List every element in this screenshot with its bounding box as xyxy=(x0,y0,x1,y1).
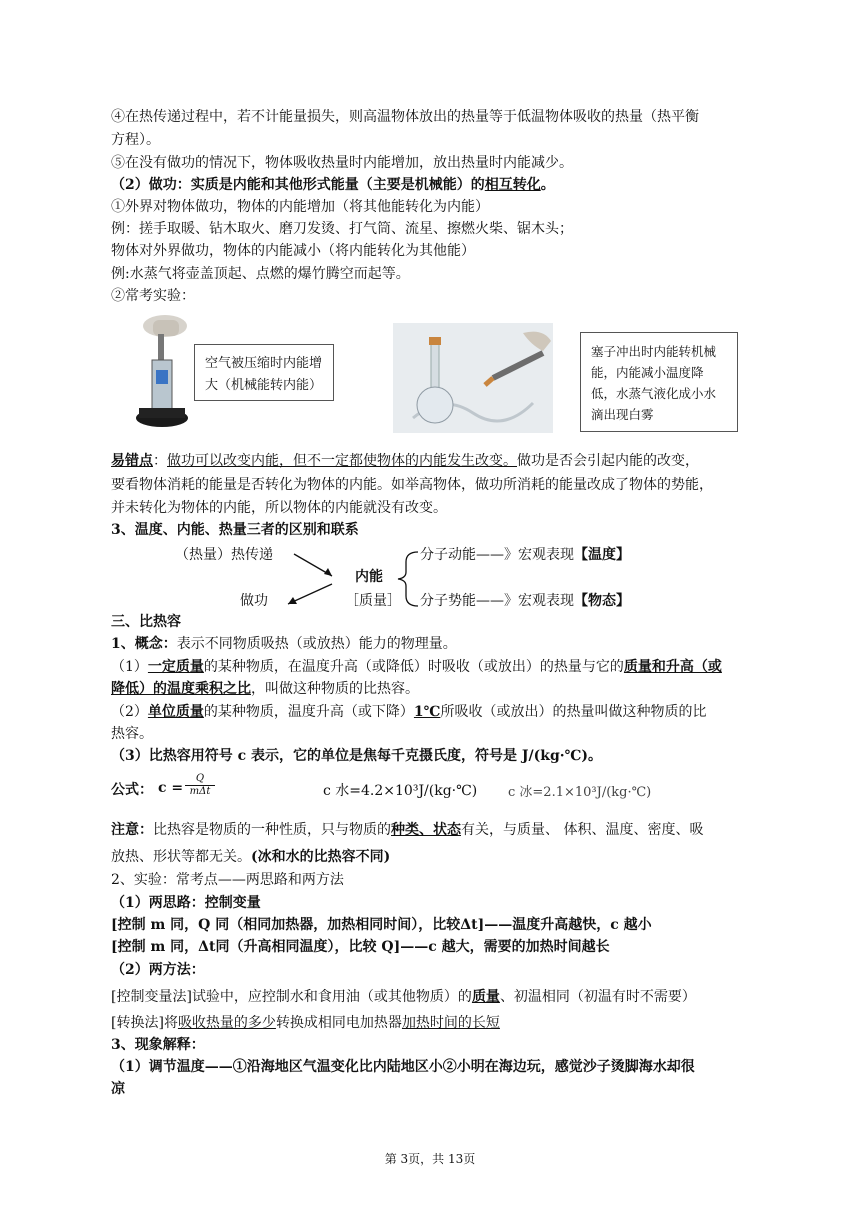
text-span: 【物态】 xyxy=(574,593,630,609)
text-line: ⑤在没有做功的情况下，物体吸收热量时内能增加，放出热量时内能减少。 xyxy=(111,155,573,171)
text-line xyxy=(111,1013,500,1033)
text-line xyxy=(111,679,419,699)
text-span: 1℃ xyxy=(413,704,441,720)
text-span: 易错点 xyxy=(111,453,153,469)
text-line xyxy=(111,657,722,677)
text-span: 单位质量 xyxy=(147,704,204,720)
flask-photo xyxy=(393,323,553,433)
text-line: ④在热传递过程中，若不计能量损失，则高温物体放出的热量等于低温物体吸收的热量（热平衡 xyxy=(111,109,699,125)
text-span: 表示不同物质吸热（或放热）能力的物理量。 xyxy=(176,636,457,652)
text-span: 【温度】 xyxy=(574,547,630,563)
text-span: 质量 xyxy=(471,989,500,1005)
text-span: 。 xyxy=(540,177,555,193)
text-span: 一定质量 xyxy=(147,659,204,675)
text-line: [控制 m 同，Δt同（升高相同温度），比较 Q]——c 越大，需要的加热时间越长 xyxy=(111,939,610,955)
caption-box: 空气被压缩时内能增大（机械能转内能） xyxy=(194,344,334,401)
text-span: 试验中，应控制水和食用油（或其他物质）的 xyxy=(191,989,472,1005)
diagram-heat: （热量）热传递 xyxy=(175,547,273,563)
text-line: [控制 m 同，Q 同（相同加热器，加热相同时间），比较Δt]——温度升高越快，c 越小 xyxy=(111,917,652,933)
text-line: 例：搓手取暖、钻木取火、磨刀发烫、打气筒、流星、擦燃火柴、锯木头； xyxy=(111,221,573,237)
text-span: 分子动能——》宏观表现 xyxy=(420,547,574,563)
text-line: 2、实验：常考点——两思路和两方法 xyxy=(111,872,344,888)
text-line: （3）比热容用符号 c 表示，它的单位是焦每千克摄氏度，符号是 J/(kg·℃)。 xyxy=(111,748,603,764)
text-span: 1、概念： xyxy=(111,636,177,652)
ice-specific-heat: c 冰=2.1×10³J/(kg·℃) xyxy=(508,785,652,800)
text-line: 3、现象解释： xyxy=(111,1037,205,1053)
text-span: 种类、状态 xyxy=(391,822,461,838)
text-span: 分子势能——》宏观表现 xyxy=(420,593,574,609)
text-line: 并未转化为物体的内能，所以物体的内能就没有改变。 xyxy=(111,500,447,516)
text-span: 的某种物质，温度升高（或下降） xyxy=(203,704,414,720)
text-span: 放热、形状等都无关。 xyxy=(111,849,251,865)
formula-fraction xyxy=(185,773,215,798)
text-span: 做功是否会引起内能的改变， xyxy=(517,453,699,469)
text-span: 相互转化 xyxy=(484,177,541,193)
text-line: 方程）。 xyxy=(111,132,160,148)
text-line: （1）调节温度——①沿海地区气温变化比内陆地区小②小明在海边玩，感觉沙子烫脚海水却很 xyxy=(111,1059,695,1075)
text-span: 降低）的温度乘积之比 xyxy=(111,681,251,697)
text-span: [控制变量法] xyxy=(111,989,192,1005)
text-span: ，叫做这种物质的比热容。 xyxy=(251,681,419,697)
text-line xyxy=(111,987,696,1007)
section-heading: 3、温度、内能、热量三者的区别和联系 xyxy=(111,522,359,538)
formula-denominator: mΔt xyxy=(189,786,211,797)
text-span: 、初温相同（初温有时不需要） xyxy=(499,989,696,1005)
text-span: 有关，与质量、 体积、温度、密度、吸 xyxy=(461,822,704,838)
text-line: 热容。 xyxy=(111,726,153,742)
diagram-center-mass: ［质量］ xyxy=(345,593,401,609)
text-line xyxy=(111,702,706,722)
text-span: （2） xyxy=(111,704,148,720)
water-specific-heat: c 水=4.2×10³J/(kg·℃) xyxy=(323,783,478,799)
page-footer: 第 3页，共 13页 xyxy=(384,1152,476,1166)
diagram-right-1 xyxy=(420,544,630,564)
text-span: 将 xyxy=(163,1015,178,1031)
text-line xyxy=(111,451,699,471)
text-span: 做功可以改变内能，但不一定都使物体的内能发生改变。 xyxy=(167,453,517,469)
text-line xyxy=(111,847,390,867)
text-span: （2）做功：实质是内能和其他形式能量（主要是机械能）的 xyxy=(111,177,485,193)
text-span: [转换法] xyxy=(111,1015,164,1031)
text-line xyxy=(111,820,703,840)
text-line: ②常考实验： xyxy=(111,288,195,304)
diagram-work: 做功 xyxy=(240,593,268,609)
text-span: 转换成相同电加热器 xyxy=(275,1015,402,1031)
text-span: 加热时间的长短 xyxy=(401,1015,500,1031)
text-span: 所吸收（或放出）的热量叫做这种物质的比 xyxy=(440,704,707,720)
text-line: 要看物体消耗的能量是否转化为物体的内能。如举高物体，做功所消耗的能量改成了物体的势能， xyxy=(111,477,713,493)
text-span: ： xyxy=(153,453,167,469)
formula-label: 公式： xyxy=(111,782,153,798)
text-line: 例:水蒸气将壶盖顶起、点燃的爆竹腾空而起等。 xyxy=(111,266,410,282)
text-line xyxy=(111,634,457,654)
formula-numerator: Q xyxy=(185,773,215,786)
formula-c: c = xyxy=(158,780,184,796)
text-line xyxy=(111,175,555,195)
air-pump-photo xyxy=(125,314,195,434)
text-span: 注意： xyxy=(111,822,153,838)
caption-box: 塞子冲出时内能转机械能，内能减小温度降低，水蒸气液化成小水滴出现白雾 xyxy=(580,332,738,432)
text-span: 的某种物质，在温度升高（或降低）时吸收（或放出）的热量与它的 xyxy=(203,659,624,675)
text-line: 凉 xyxy=(111,1081,125,1097)
diagram-center: 内能 xyxy=(355,569,383,585)
text-span: 吸收热量的多少 xyxy=(177,1015,276,1031)
text-span: 质量和升高（或 xyxy=(623,659,722,675)
text-span: （1） xyxy=(111,659,148,675)
text-line: 物体对外界做功，物体的内能减小（将内能转化为其他能） xyxy=(111,243,475,259)
text-line: ①外界对物体做功，物体的内能增加（将其他能转化为内能） xyxy=(111,199,489,215)
text-span: 比热容是物质的一种性质，只与物质的 xyxy=(153,822,391,838)
section-heading: 三、比热容 xyxy=(111,614,181,630)
text-span: (冰和水的比热容不同) xyxy=(251,849,391,865)
diagram-right-2 xyxy=(420,590,630,610)
diagram-arrows xyxy=(280,548,420,610)
text-line: （2）两方法： xyxy=(111,962,205,978)
text-line: （1）两思路：控制变量 xyxy=(111,895,261,911)
